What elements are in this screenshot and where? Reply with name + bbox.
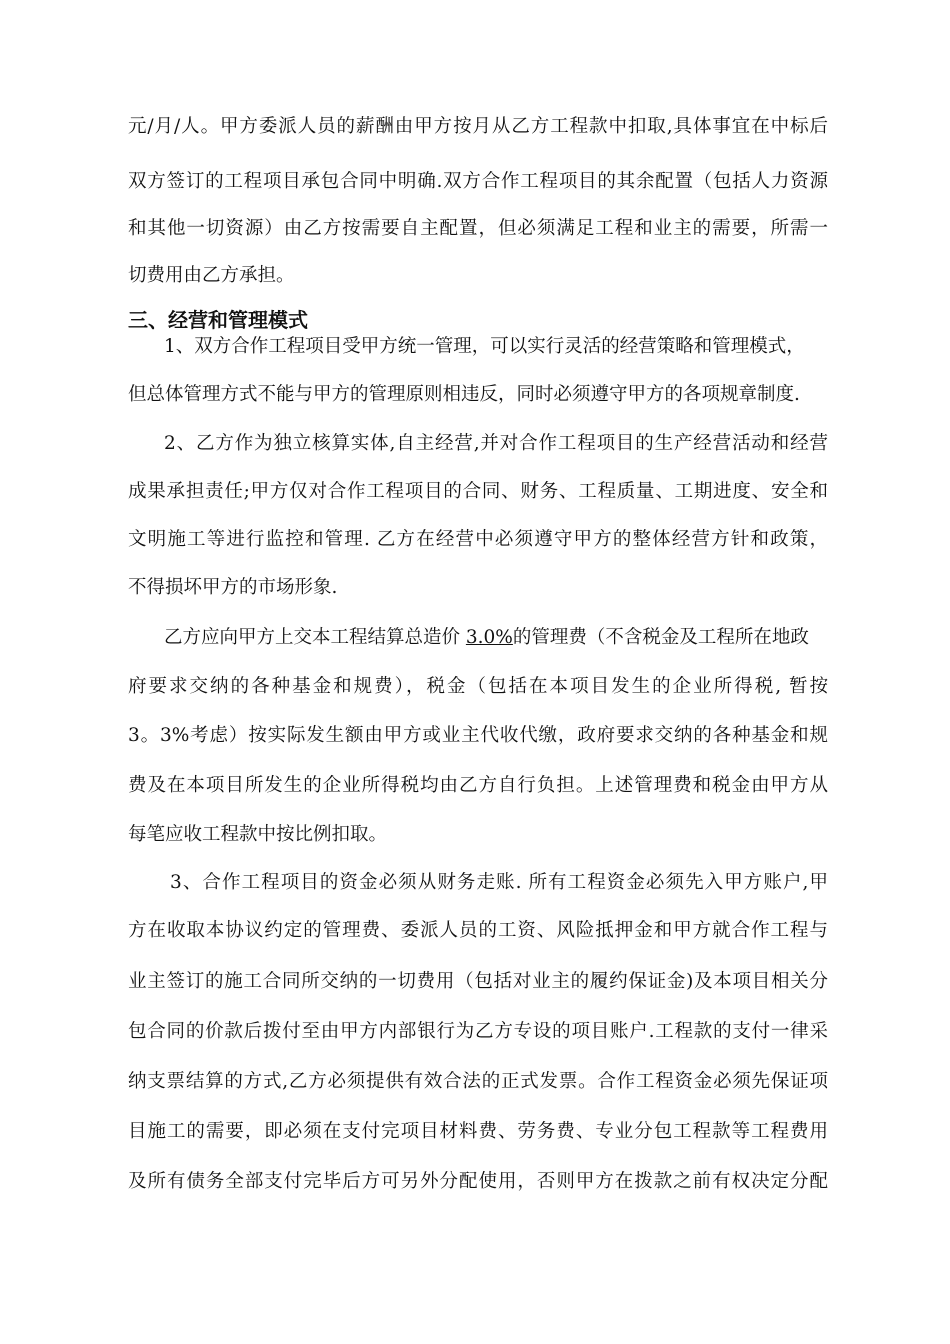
text-line: [164, 625, 828, 651]
text-segment: 乙方应向甲方上交本工程结算总造价: [164, 627, 466, 648]
fee-rate-value: 3.0%: [465, 627, 513, 648]
text-line: 方在收取本协议约定的管理费、委派人员的工资、风险抵押金和甲方就合作工程与: [128, 920, 828, 941]
text-line: 府要求交纳的各种基金和规费），税金（包括在本项目发生的企业所得税, 暂按: [128, 676, 828, 697]
text-line: 但总体管理方式不能与甲方的管理原则相违反，同时必须遵守甲方的各项规章制度.: [128, 384, 800, 405]
text-segment: 的管理费（不含税金及工程所在地政: [512, 627, 809, 648]
text-line: 业主签订的施工合同所交纳的一切费用（包括对业主的履约保证金)及本项目相关分: [128, 971, 828, 992]
text-line: 切费用由乙方承担。: [128, 265, 295, 286]
text-line: 1、双方合作工程项目受甲方统一管理，可以实行灵活的经营策略和管理模式，: [164, 336, 805, 357]
text-line: 成果承担责任;甲方仅对合作工程项目的合同、财务、工程质量、工期进度、安全和: [128, 481, 828, 502]
text-line: 元/月/人。甲方委派人员的薪酬由甲方按月从乙方工程款中扣取,具体事宜在中标后: [128, 116, 828, 137]
text-line: 纳支票结算的方式,乙方必须提供有效合法的正式发票。合作工程资金必须先保证项: [128, 1071, 828, 1092]
text-line: 费及在本项目所发生的企业所得税均由乙方自行负担。上述管理费和税金由甲方从: [128, 775, 828, 796]
text-line: 不得损坏甲方的市场形象.: [128, 577, 338, 598]
text-line: 包合同的价款后拨付至由甲方内部银行为乙方专设的项目账户.工程款的支付一律采: [128, 1021, 828, 1042]
text-line: 目施工的需要，即必须在支付完项目材料费、劳务费、专业分包工程款等工程费用: [128, 1121, 828, 1142]
text-line: 及所有债务全部支付完毕后方可另外分配使用，否则甲方在拨款之前有权决定分配: [128, 1171, 828, 1192]
text-line: 双方签订的工程项目承包合同中明确.双方合作工程项目的其余配置（包括人力资源: [128, 171, 828, 192]
text-line: 2、乙方作为独立核算实体,自主经营,并对合作工程项目的生产经营活动和经营: [164, 433, 828, 454]
section-heading: 三、经营和管理模式: [128, 308, 308, 332]
text-line: 文明施工等进行监控和管理. 乙方在经营中必须遵守甲方的整体经营方针和政策，: [128, 529, 828, 550]
text-line: 每笔应收工程款中按比例扣取。: [128, 824, 388, 845]
text-line: 和其他一切资源）由乙方按需要自主配置，但必须满足工程和业主的需要，所需一: [128, 218, 828, 239]
text-line: 3。3%考虑）按实际发生额由甲方或业主代收代缴，政府要求交纳的各种基金和规: [128, 725, 828, 746]
text-line: 3、合作工程项目的资金必须从财务走账. 所有工程资金必须先入甲方账户,甲: [170, 872, 828, 893]
